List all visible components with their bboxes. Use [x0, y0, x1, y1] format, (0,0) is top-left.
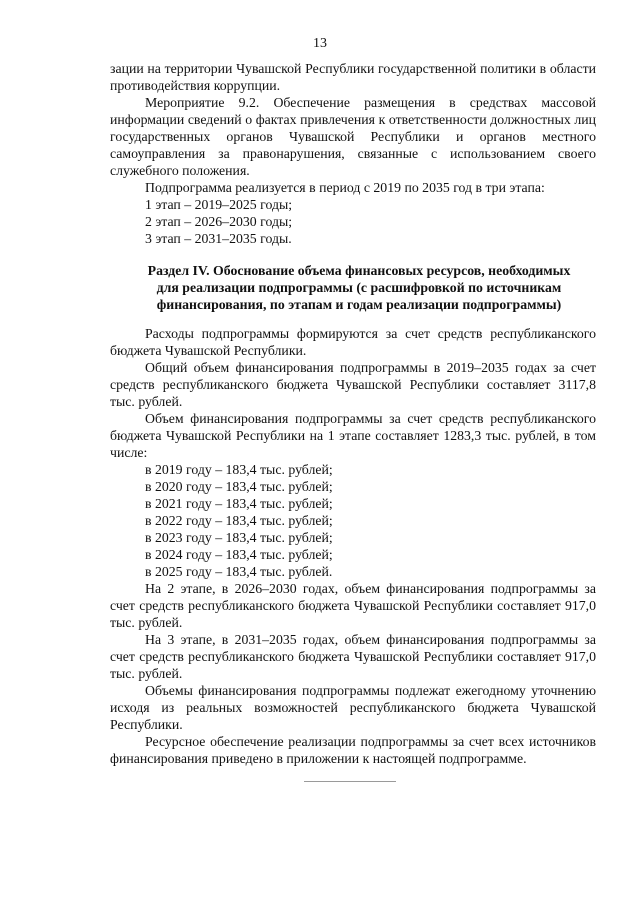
- year-item: в 2022 году – 183,4 тыс. рублей;: [145, 513, 333, 528]
- stage-item: 3 этап – 2031–2035 годы.: [145, 231, 292, 246]
- page-content: [110, 60, 596, 767]
- body-paragraph: Объемы финансирования подпрограммы подлежат ежегодному уточнению исходя из реальных возможностей республиканского бюджета Чувашской Республики.: [110, 683, 596, 732]
- end-divider: [304, 781, 396, 782]
- body-paragraph: На 3 этапе, в 2031–2035 годах, объем финансирования подпрограммы за счет средств республиканского бюджета Чувашской Республики составляет 917,0 тыс. рублей.: [110, 632, 596, 681]
- year-item: в 2020 году – 183,4 тыс. рублей;: [145, 479, 333, 494]
- year-item: в 2025 году – 183,4 тыс. рублей.: [145, 564, 333, 579]
- body-paragraph: Ресурсное обеспечение реализации подпрограммы за счет всех источников финансирования приведено в приложении к настоящей подпрограмме.: [110, 734, 596, 766]
- intro-paragraph-measure: Мероприятие 9.2. Обеспечение размещения в средствах массовой информации сведений о фактах привлечения к ответственности должностных лиц государственных органов Чувашской Республики и органов местного самоуправления за правонарушения, связанные с использованием своего служебного положения.: [110, 95, 596, 178]
- section-heading: Раздел IV. Обоснование объема финансовых ресурсов, необходимых для реализации подпрограммы (с расшифровкой по источникам финансирования, по этапам и годам реализации подпрограммы): [147, 263, 571, 312]
- year-item: в 2023 году – 183,4 тыс. рублей;: [145, 530, 333, 545]
- year-item: в 2021 году – 183,4 тыс. рублей;: [145, 496, 333, 511]
- intro-paragraph-continued: зации на территории Чувашской Республики государственной политики в области противодействия коррупции.: [110, 61, 596, 93]
- intro-paragraph-stages: Подпрограмма реализуется в период с 2019 по 2035 год в три этапа:: [145, 180, 545, 195]
- body-paragraph: Объем финансирования подпрограммы за счет средств республиканского бюджета Чувашской Республики на 1 этапе составляет 1283,3 тыс. рублей, в том числе:: [110, 411, 596, 460]
- body-paragraph: Общий объем финансирования подпрограммы в 2019–2035 годах за счет средств республиканского бюджета Чувашской Республики составляет 3117,8 тыс. рублей.: [110, 360, 596, 409]
- stage-item: 2 этап – 2026–2030 годы;: [145, 214, 293, 229]
- body-paragraph: На 2 этапе, в 2026–2030 годах, объем финансирования подпрограммы за счет средств республиканского бюджета Чувашской Республики составляет 917,0 тыс. рублей.: [110, 581, 596, 630]
- page-number: 13: [313, 36, 327, 51]
- year-item: в 2024 году – 183,4 тыс. рублей;: [145, 547, 333, 562]
- stage-item: 1 этап – 2019–2025 годы;: [145, 197, 293, 212]
- body-paragraph: Расходы подпрограммы формируются за счет средств республиканского бюджета Чувашской Республики.: [110, 326, 596, 358]
- year-item: в 2019 году – 183,4 тыс. рублей;: [145, 462, 333, 477]
